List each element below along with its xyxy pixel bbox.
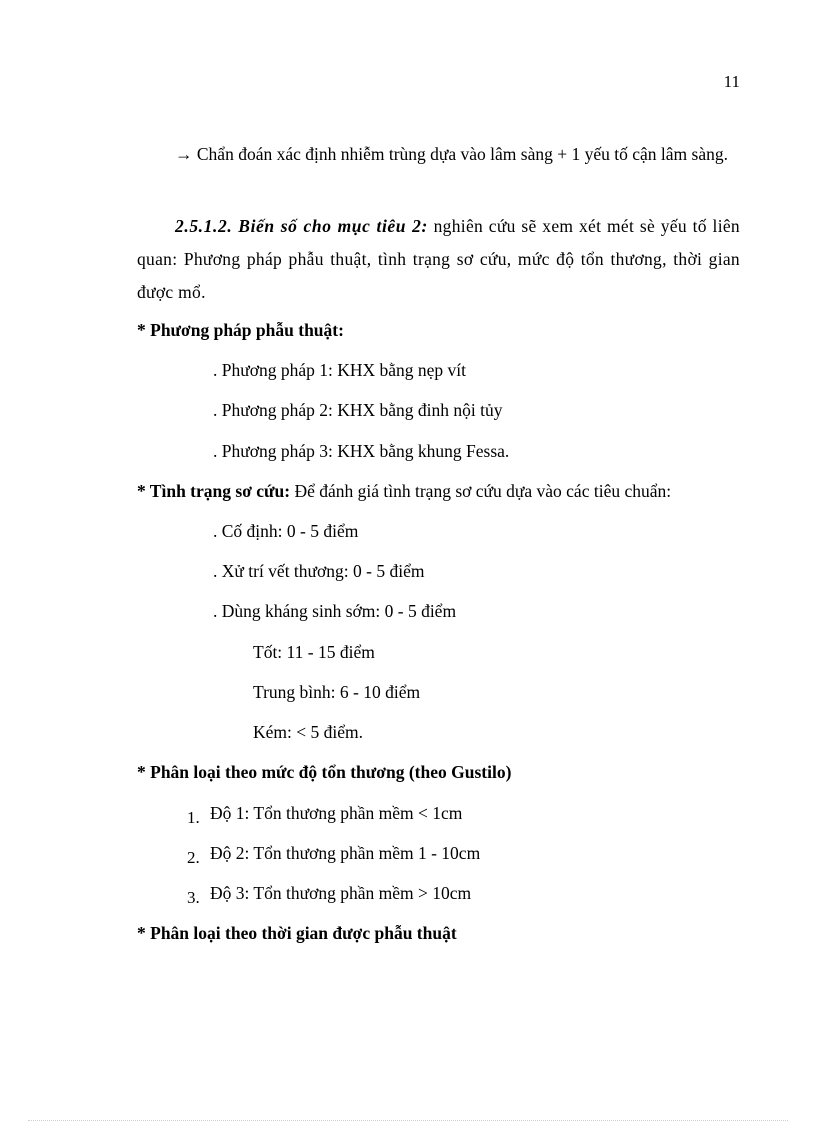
- grade-item: Kém: < 5 điểm.: [253, 722, 363, 742]
- list-number: 3.: [187, 888, 200, 907]
- injury-item: Độ 2: Tổn thương phần mềm 1 - 10cm: [210, 843, 481, 863]
- surgery-item: . Phương pháp 1: KHX bằng nẹp vít: [213, 360, 467, 380]
- diagnosis-paragraph: [137, 138, 740, 171]
- grade-item: Tốt: 11 - 15 điểm: [253, 642, 375, 662]
- section-label: 2.5.1.2. Biến số cho mục tiêu 2:: [175, 216, 428, 236]
- injury-item: Độ 1: Tổn thương phần mềm < 1cm: [210, 803, 463, 823]
- diagnosis-text: Chẩn đoán xác định nhiễm trùng dựa vào lâm sàng + 1 yếu tố cận lâm sàng.: [192, 144, 728, 164]
- variables-paragraph: [137, 210, 740, 309]
- first-aid-item: . Cố định: 0 - 5 điểm: [213, 521, 359, 541]
- arrow-icon: →: [175, 144, 193, 164]
- page-number: 11: [723, 72, 740, 91]
- list-number: 2.: [187, 848, 200, 867]
- first-aid-item: . Dùng kháng sinh sớm: 0 - 5 điểm: [213, 601, 457, 621]
- first-aid-heading: [137, 481, 671, 502]
- injury-heading: * Phân loại theo mức độ tổn thương (theo Gustilo): [137, 762, 512, 782]
- page-bottom-divider: [28, 1120, 788, 1121]
- surgery-heading: * Phương pháp phẫu thuật:: [137, 320, 344, 340]
- surgery-item: . Phương pháp 3: KHX bằng khung Fessa.: [213, 441, 510, 461]
- list-number: 1.: [187, 808, 200, 827]
- variables-text: nghiên cứu sẽ xem xét mét sè yếu tố liên quan: Phương pháp phẫu thuật, tình trạng sơ cứu, mức độ tổn thương, thời gian được mổ.: [137, 216, 740, 302]
- injury-item: Độ 3: Tổn thương phần mềm > 10cm: [210, 883, 472, 903]
- surgery-item: . Phương pháp 2: KHX bằng đinh nội tủy: [213, 400, 503, 420]
- first-aid-item: . Xử trí vết thương: 0 - 5 điểm: [213, 561, 425, 581]
- time-heading: * Phân loại theo thời gian được phẫu thuật: [137, 923, 457, 943]
- grade-item: Trung bình: 6 - 10 điểm: [253, 682, 421, 702]
- first-aid-label: * Tình trạng sơ cứu:: [137, 481, 291, 501]
- first-aid-text: Để đánh giá tình trạng sơ cứu dựa vào các tiêu chuẩn:: [290, 481, 672, 501]
